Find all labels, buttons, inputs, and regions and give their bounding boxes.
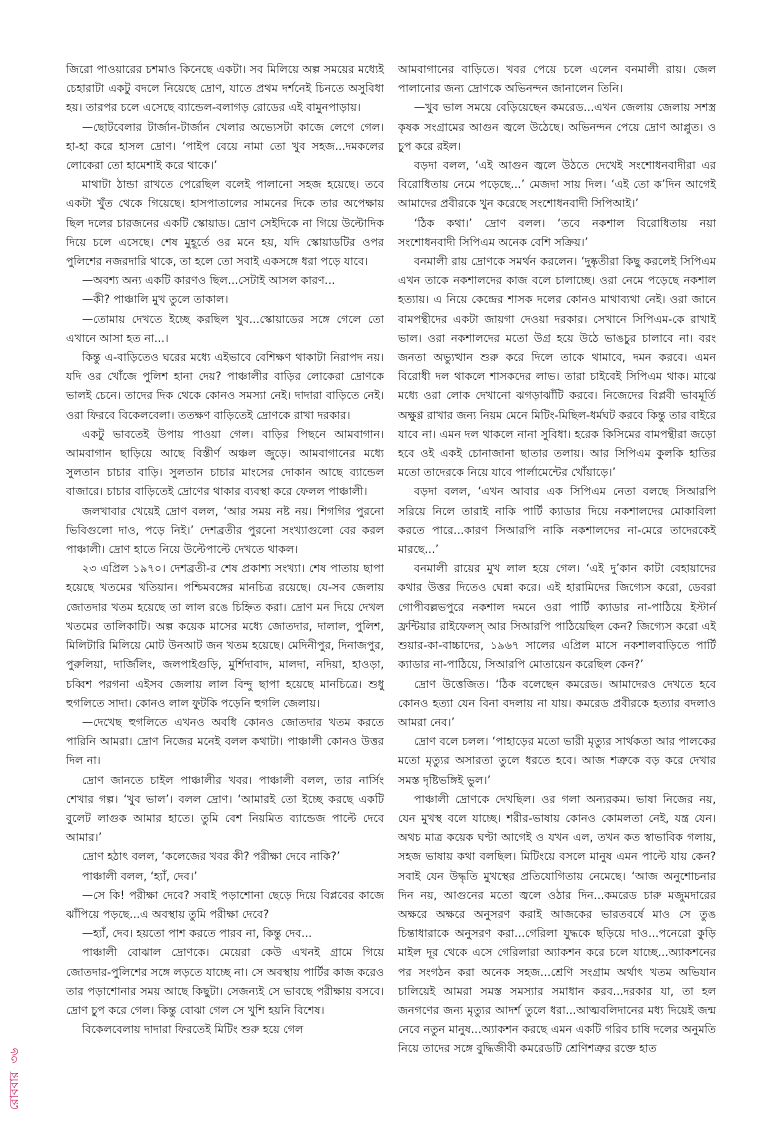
paragraph: জলখাবার খেয়েই দ্রোণ বলল, ‘আর সময় নষ্ট নয়। শিগগির পুরনো ভিবিগুলো দাও, পড়ে নিই।’ দেশব্রতীর পুরনো সংখ্যাগুলো বের করল পাঞ্চালী। দ্রোণ হাতে নিয়ে উল্টেপাল্টে দেখতে থাকল। bbox=[66, 504, 384, 557]
right-text-column bbox=[398, 60, 716, 1059]
paragraph: ‘ঠিক কথা।’ দ্রোণ বলল। ‘তবে নকশাল বিরোধিতায় নয়া সংশোধনবাদী সিপিএম অনেক বেশি সক্রিয়।’ bbox=[398, 216, 716, 249]
paragraph: কিন্তু এ-বাড়িতেও ঘরের মধ্যে এইভাবে বেশিক্ষণ থাকাটা নিরাপদ নয়। যদি ওর খোঁজে পুলিশ হানা দেয়? পাঞ্চালীর বাড়ির লোকেরা দ্রোণকে ভালই চেনে। তাদের দিক থেকে কোনও সমস্যা নেই। দাদারা বাড়িতে নেই। ওরা ফিরবে বিকেলবেলা। ততক্ষণ বাড়িতেই দ্রোণকে রাখা দরকার। bbox=[66, 351, 384, 422]
paragraph: —ছোটবেলার টার্জান-টার্জান খেলার অভ্যেসটা কাজে লেগে গেল। হা-হা করে হাসল দ্রোণ। ‘পাইপ বেয়ে নামা তো খুব সহজ...দমকলের লোকেরা তো হামেশাই করে থাকে।’ bbox=[66, 120, 384, 173]
paragraph: —অবশ্য অন্য একটি কারণও ছিল...সেটাই আসল কারণ... bbox=[82, 274, 336, 288]
paragraph: পাঞ্চালী দ্রোণকে দেখছিল। ওর গলা অন্যরকম। ভাষা নিজের নয়, যেন মুখস্থ বলে যাচ্ছে। শরীর-ভাষায় কোনও কোমলতা নেই, যন্ত্র যেন। অথচ মাত্র কয়েক ঘণ্টা আগেই ও যখন এল, তখন কত স্বাভাবিক গলায়, সহজ ভাষায় কথা বলছিল। মিটিংয়ে বসলে মানুষ এমন পাল্টে যায় কেন? সবাই যেন উদ্ধৃতি মুখস্থের প্রতিযোগিতায় নেমেছে। ‘আজ অনুশোচনার দিন নয়, আগুনের মতো জ্বলে ওঠার দিন...কমরেড চারু মজুমদারের অক্ষরে অক্ষরে অনুসরণ করাই আজকের ভারতবর্ষে মাও সে তুঙ চিন্তাধারাকে অনুসরণ করা...গেরিলা যুদ্ধকে ছড়িয়ে দাও...পনেরো কুড়ি মাইল দূর থেকে এসে গেরিলারা অ্যাকশন করে চলে যাচ্ছে...অ্যাকশনের পর সংগঠন করা অনেক সহজ...শ্রেণি সংগ্রাম অর্থাৎ খতম অভিযান চালিয়েই আমরা সমস্ত সমস্যার সমাধান করব...দরকার যা, তা হল জনগণের জন্য মৃত্যুর আদর্শ তুলে ধরা...আত্মবলিদানের মধ্য দিয়েই জন্ম নেবে নতুন মানুষ...অ্যাকশন করছে এমন একটি গরিব চাষি দলের অনুমতি নিয়ে তাদের সঙ্গে বুদ্ধিজীবী কমরেডটি শ্রেণিশত্রুর রক্তে হাত bbox=[398, 792, 716, 1056]
paragraph: —দেখেছ হুগলিতে এখনও অবধি কোনও জোতদার খতম করতে পারিনি আমরা। দ্রোণ নিজের মনেই বলল কথাটা। পাঞ্চালী কোনও উত্তর দিল না। bbox=[66, 715, 384, 768]
paragraph: —সে কি! পরীক্ষা দেবে? সবাই পড়াশোনা ছেড়ে দিয়ে বিপ্লবের কাজে ঝাঁপিয়ে পড়ছে...এ অবস্থায় তুমি পরীক্ষা দেবে? bbox=[66, 888, 384, 921]
paragraph: পাঞ্চালী বোঝাল দ্রোণকে। মেয়েরা কেউ এখনই গ্রামে গিয়ে জোতদার-পুলিশের সঙ্গে লড়তে যাচ্ছে না। সে অবস্থায় পার্টির কাজ করেও তার পড়াশোনার সময় আছে কিছুটা। সেজন্যই সে ভাবছে পরীক্ষায় বসবে। দ্রোণ চুপ করে গেল। কিন্তু বোঝা গেল সে খুশি হয়নি বিশেষ। bbox=[66, 946, 384, 1017]
paragraph: মাথাটা ঠান্ডা রাখতে পেরেছিল বলেই পালানো সহজ হয়েছে। তবে একটা খুঁত থেকে গিয়েছে। হাসপাতালের সামনের দিকে তার অপেক্ষায় ছিল দলের চারজনের একটি স্কোয়াড। দ্রোণ সেইদিকে না গিয়ে উল্টোদিক দিয়ে চলে এসেছে। শেষ মুহূর্তে ওর মনে হয়, যদি স্কোয়াডটির ওপর পুলিশের নজরদারি থাকে, তা হলে তো সবাই একসঙ্গে ধরা পড়ে যাবে। bbox=[66, 178, 384, 269]
paragraph: আমবাগানের বাড়িতে। খবর পেয়ে চলে এলেন বনমালী রায়। জেল পালানোর জন্য দ্রোণকে অভিনন্দন জানালেন তিনি। bbox=[398, 63, 716, 96]
left-text-column bbox=[66, 60, 384, 1039]
paragraph: বড়দা বলল, ‘এখন আবার এক সিপিএম নেতা বলছে সিআরপি সরিয়ে নিলে তারাই নাকি পার্টি ক্যাডার দিয়ে নকশালদের মোকাবিলা করতে পারে...কারণ সিআরপি নাকি নকশালদের না-মেরে তাদেরকেই মারছে...’ bbox=[398, 485, 716, 557]
paragraph: —খুব ভাল সময়ে বেড়িয়েছেন কমরেড...এখন জেলায় জেলায় সশস্ত্র কৃষক সংগ্রামের আগুন জ্বলে উঠেছে। অভিনন্দন পেয়ে দ্রোণ আপ্লুত। ও চুপ করে রইল। bbox=[398, 101, 716, 153]
paragraph: জিরো পাওয়ারের চশমাও কিনেছে একটা। সব মিলিয়ে অল্প সময়ের মধ্যেই চেহারাটা একটু বদলে নিয়েছে দ্রোণ, যাতে প্রথম দর্শনেই চিনতে অসুবিধা হয়। তারপর চলে এসেছে ব্যান্ডেল-বলাগড় রোডের এই বামুনপাড়ায়। bbox=[66, 63, 384, 115]
paragraph: —তোমায় দেখতে ইচ্ছে করছিল খুব...স্কোয়াডের সঙ্গে গেলে তো এখানে আসা হত না...। bbox=[66, 312, 384, 345]
page-number: ৩৬ bbox=[7, 1048, 21, 1064]
paragraph: বনমালী রায় দ্রোণকে সমর্থন করলেন। ‘দুষ্কৃতীরা কিছু করলেই সিপিএম এখন তাকে নকশালদের কাজ বলে চালাচ্ছে। ওরা নেমে পড়েছে নকশাল হত্যায়। এ নিয়ে কেন্দ্রের শাসক দলের কোনও মাথাব্যথা নেই। ওরা জানে বামপন্থীদের একটা জায়গা দেওয়া দরকার। সেখানে সিপিএম-কে রাখাই ভাল। ওরা নকশালদের মতো উগ্র হয়ে উঠে ভাঙচুর চালাবে না। বরং জনতা অভ্যুত্থান শুরু করে দিলে তাকে থামাবে, দমন করবে। এমন বিরোধী দল থাকলে শাসকদের লাভ। তারা চাইবেই সিপিএম থাক। মাঝে মধ্যে ওরা লোক দেখানো ঝগড়াঝাঁটি করবে। নিজেদের বিপ্লবী ভাবমূর্তি অক্ষুণ্ণ রাখার জন্য নিয়ম মেনে মিটিং-মিছিল-ধর্মঘট করবে কিন্তু তার বাইরে যাবে না। এমন দল থাকলে নানা সুবিধা। হরেক কিসিমের বামপন্থীরা জড়ো হবে ওই একই চোনাজানা ছাতার তলায়। আর সিপিএম কুলকি হাতির মতো তাদেরকে নিয়ে যাবে পার্লামেন্টের খোঁয়াড়ে।’ bbox=[398, 255, 716, 480]
paragraph: দ্রোণ বলে চলল। ‘পাহাড়ের মতো ভারী মৃত্যুর সার্থকতা আর পালকের মতো মৃত্যুর অসারতা তুলে ধরতে হবে। আজ শত্রুকে বড় করে দেখার সমস্ত দৃষ্টিভঙ্গিই ভুল।’ bbox=[398, 735, 716, 787]
paragraph: —হ্যাঁ, দেব। হয়তো পাশ করতে পারব না, কিন্তু দেব... bbox=[82, 927, 312, 941]
paragraph: বনমালী রায়ের মুখ লাল হয়ে গেল। ‘এই দু’কান কাটা বেহায়াদের কথার উত্তর দিতেও ঘেন্না করে। এই হারামিদের জিগ্যেস করো, ডেবরা গোপীবল্লভপুরে নকশাল দমনে ওরা পার্টি ক্যাডার না-পাঠিয়ে ইস্টার্ন ফ্রন্টিয়ার রাইফেলস্ আর সিআরপি পাঠিয়েছিল কেন? জিগ্যেস করো এই শুয়ার-কা-বাচ্চাদের, ১৯৬৭ সালের এপ্রিল মাসে নকশালবাড়িতে পার্টি ক্যাডার না-পাঠিয়ে, সিআরপি মোতায়েন করেছিল কেন?’ bbox=[398, 562, 716, 672]
paragraph: বিকেলবেলায় দাদারা ফিরতেই মিটিং শুরু হয়ে গেল bbox=[82, 1023, 304, 1037]
page-folio bbox=[6, 1050, 28, 1110]
paragraph: একটু ভাবতেই উপায় পাওয়া গেল। বাড়ির পিছনে আমবাগান। আমবাগান ছাড়িয়ে আছে বিস্তীর্ণ অঞ্চল জুড়ে। আমবাগানের মধ্যে সুলতান চাচার বাড়ি। সুলতান চাচার মাংসের দোকান আছে ব্যান্ডেল বাজারে। চাচার বাড়িতেই দ্রোণের থাকার ব্যবস্থা করে ফেলল পাঞ্চালী। bbox=[66, 427, 384, 499]
paragraph: দ্রোণ জানতে চাইল পাঞ্চালীর খবর। পাঞ্চালী বলল, তার নার্সিং শেখার গল্প। ‘খুব ভাল’। বলল দ্রোণ। ‘আমারই তো ইচ্ছে করছে একটি বুলেট লাগুক আমার হাতে। তুমি বেশ নিয়মিত ব্যান্ডেজ পাল্টে দেবে আমার।’ bbox=[66, 773, 384, 845]
paragraph: দ্রোণ উত্তেজিত। ‘ঠিক বলেছেন কমরেড। আমাদেরও দেখতে হবে কোনও হত্যা যেন বিনা বদলায় না যায়। কমরেড প্রবীরকে হত্যার বদলাও আমরা নেব।’ bbox=[398, 677, 716, 729]
paragraph: পাঞ্চালী বলল, ‘হ্যাঁ, দেব।’ bbox=[82, 869, 198, 883]
paragraph: —কী? পাঞ্চালি মুখ তুলে তাকাল। bbox=[82, 293, 229, 307]
magazine-name: রোববার bbox=[7, 1071, 21, 1110]
paragraph: দ্রোণ হঠাৎ বলল, ‘কলেজের খবর কী? পরীক্ষা দেবে নাকি?’ bbox=[82, 850, 341, 864]
paragraph: ২৩ এপ্রিল ১৯৭০। দেশব্রতী-র শেষ প্রকাশ্য সংখ্যা। শেষ পাতায় ছাপা হয়েছে খতমের খতিয়ান। পশ্চিমবঙ্গের মানচিত্র রয়েছে। যে-সব জেলায় জোতদার খতম হয়েছে তা লাল রঙে চিহ্নিত করা। দ্রোণ মন দিয়ে দেখল খতমের তালিকাটি। অল্প কয়েক মাসের মধ্যে জোতদার, দালাল, পুলিশ, মিলিটারি মিলিয়ে মোট উনআট জন খতম হয়েছে। মেদিনীপুর, দিনাজপুর, পুরুলিয়া, দার্জিলিং, জলপাইগুড়ি, মুর্শিদাবাদ, মালদা, নদিয়া, হাওড়া, চব্বিশ পরগনা এইসব জেলায় লাল বিন্দু ছাপা হয়েছে মানচিত্রে। শুধু হুগলিতে সাদা। কোনও লাল ফুটকি পড়েনি হুগলি জেলায়। bbox=[66, 562, 384, 710]
paragraph: বড়দা বলল, ‘এই আগুন জ্বলে উঠতে দেখেই সংশোধনবাদীরা এর বিরোধিতায় নেমে পড়েছে...’ মেজদা সায় দিল। ‘এই তো ক’দিন আগেই আমাদের প্রবীরকে খুন করেছে সংশোধনবাদী সিপিআই।’ bbox=[398, 159, 716, 211]
